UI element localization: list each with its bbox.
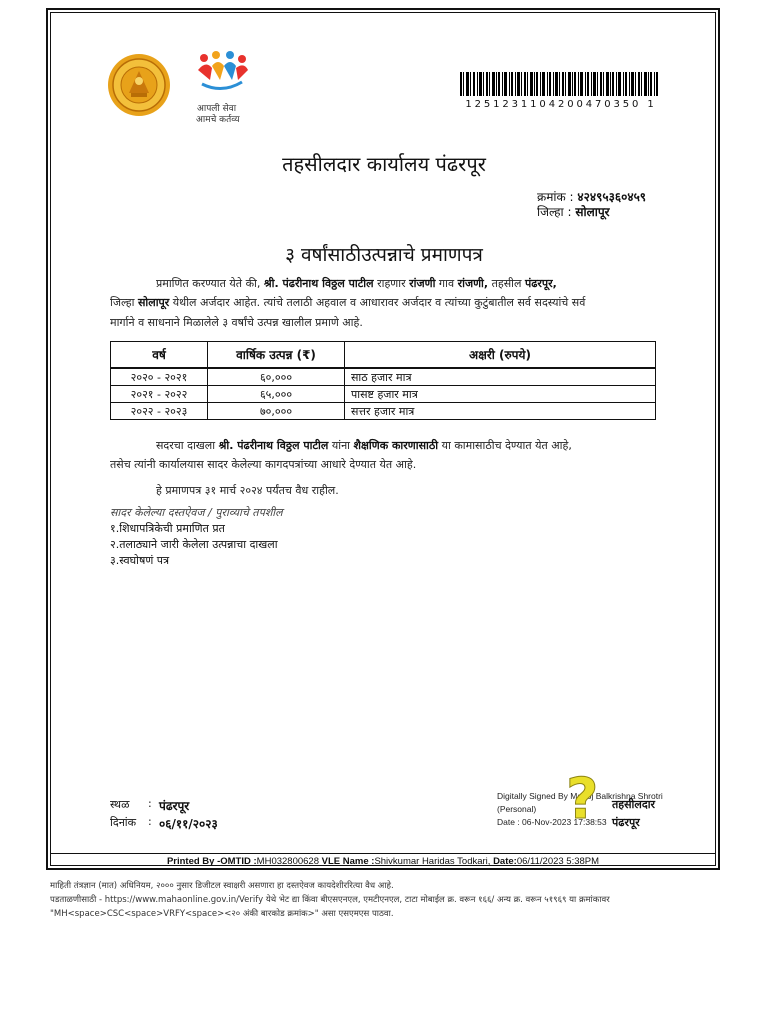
printed-by-line <box>50 856 716 867</box>
table-row <box>111 386 656 403</box>
intro-line-3: मार्गाने व साधनाने मिळालेले ३ वर्षांचे उत्पन्न खालील प्रमाणे आहे. <box>110 316 363 329</box>
applicant-name: श्री. पंढरीनाथ विठ्ठल पाटील <box>263 277 374 290</box>
intro-text: राहणार <box>377 277 406 290</box>
print-date-value: 06/11/2023 5:38PM <box>516 856 600 867</box>
year-cell: २०२१ - २०२२ <box>111 386 208 403</box>
year-cell: २०२२ - २०२३ <box>111 403 208 420</box>
signature-line-2: (Personal) <box>497 804 537 814</box>
purpose-line-2: तसेच त्यांनी कार्यालयास सादर केलेल्या कागदपत्रांच्या आधारे देण्यात येत आहे. <box>110 458 417 471</box>
number-value: ४२४९५३६०४५९ <box>577 190 647 204</box>
column-header-words: अक्षरी (रुपये) <box>345 342 656 369</box>
maharashtra-seal-icon <box>107 53 171 117</box>
office-title: तहसीलदार कार्यालय पंढरपूर <box>282 152 486 176</box>
column-header-year: वर्ष <box>111 342 208 369</box>
certificate-title: ३ वर्षांसाठीउत्पन्नाचे प्रमाणपत्र <box>285 244 483 266</box>
date-label: दिनांक <box>110 816 137 829</box>
documents-heading: सादर केलेल्या दस्तऐवज / पुराव्याचे तपशील <box>110 506 283 519</box>
footer-line-2: पडताळणीसाठी - https://www.mahaonline.gov.in/Verify येथे भेट द्या किंवा बीएसएनएल, एमटीएनएल, टाटा मोबाईल क्र. वरून १६६/ अन्य क्र. वरून ५१९६९ या क्रमांकावर <box>50 895 610 905</box>
certificate-number <box>537 190 646 205</box>
district-info <box>537 205 610 220</box>
barcode-number: 1251231104200470350 1 <box>465 99 657 110</box>
signature-line-3: Date : 06-Nov-2023 17:38:53 <box>497 817 607 827</box>
validity-text: हे प्रमाणपत्र ३१ मार्च २०२४ पर्यंतच वैध राहील. <box>156 484 339 497</box>
income-cell: ६०,००० <box>208 368 345 386</box>
intro-text: प्रमाणित करण्यात येते की, <box>156 277 261 290</box>
purpose-line-1 <box>156 438 572 453</box>
place-value: पंढरपूर <box>159 799 190 813</box>
printed-by-label: Printed By -OMTID : <box>166 856 257 867</box>
document-item: २.तलाठ्याने जारी केलेला उत्पन्नाचा दाखला <box>110 538 278 551</box>
logo-tagline-1: आपली सेवा <box>197 104 237 114</box>
intro-text: येथील अर्जदार आहेत. त्यांचे तलाठी अहवाल व आधारावर अर्जदार व त्यांच्या कुटुंबातील सर्व सदस्यांचे सर्व <box>172 296 586 309</box>
intro-text: तहसील <box>491 277 522 290</box>
date-sep: : <box>148 815 152 828</box>
table-header-row <box>111 342 656 369</box>
applicant-name: श्री. पंढरीनाथ विठ्ठल पाटील <box>218 439 329 452</box>
vle-label: VLE Name : <box>321 856 375 867</box>
district-value: सोलापूर <box>575 205 610 219</box>
village-name: रांजणी, <box>457 277 489 290</box>
intro-text: गाव <box>438 277 455 290</box>
document-item: १.शिधापत्रिकेची प्रमाणित प्रत <box>110 522 225 535</box>
barcode <box>460 72 658 96</box>
village-name: रांजणी <box>409 277 436 290</box>
year-cell: २०२० - २०२१ <box>111 368 208 386</box>
place-label: स्थळ <box>110 798 130 811</box>
income-table <box>110 341 656 420</box>
omtid-value: MH032800628 <box>256 856 319 867</box>
table-row <box>111 368 656 386</box>
aaple-sarkar-logo-icon <box>192 50 250 94</box>
purpose-text: या कामासाठीच देण्यात येत आहे, <box>441 439 572 452</box>
signer-designation: तहसीलदार <box>612 798 656 811</box>
document-item: ३.स्वघोषणं पत्र <box>110 554 170 567</box>
income-cell: ७०,००० <box>208 403 345 420</box>
footer-line-1: माहिती तंत्रज्ञान (मात) अधिनियम, २००० नुसार डिजीटल स्वाक्षरी असणारा हा दस्तऐवज कायदेशीररित्या वैध आहे. <box>50 881 394 891</box>
intro-line-1 <box>156 276 557 291</box>
purpose-value: शैक्षणिक कारणासाठी <box>353 439 439 452</box>
place-sep: : <box>148 797 152 810</box>
district-label: जिल्हा : <box>537 205 572 219</box>
purpose-text: सदरचा दाखला <box>156 439 216 452</box>
taluka-name: पंढरपूर, <box>524 277 557 290</box>
signature-validity-mark-icon: ? <box>566 767 599 832</box>
footer-line-3: "MH<space>CSC<space>VRFY<space><२० अंकी बारकोड क्रमांक>" असा एसएमएस पाठवा. <box>50 909 394 919</box>
print-date-label: Date: <box>493 856 517 867</box>
column-header-income: वार्षिक उत्पन्न (₹) <box>208 342 345 369</box>
words-cell: सत्तर हजार मात्र <box>345 403 656 420</box>
words-cell: साठ हजार मात्र <box>345 368 656 386</box>
signature-line-1: Digitally Signed By Manoj Balkrishna Shrotri <box>497 791 663 801</box>
income-cell: ६५,००० <box>208 386 345 403</box>
intro-text: जिल्हा <box>110 296 135 309</box>
table-row <box>111 403 656 420</box>
district-name: सोलापूर <box>137 296 170 309</box>
signer-office: पंढरपूर <box>612 816 640 829</box>
vle-value: Shivkumar Haridas Todkari, <box>374 856 491 867</box>
intro-line-2 <box>110 295 585 310</box>
logo-tagline-2: आमचे कर्तव्य <box>196 115 240 125</box>
printed-by-divider <box>50 853 716 854</box>
number-label: क्रमांक : <box>537 190 574 204</box>
words-cell: पासष्ट हजार मात्र <box>345 386 656 403</box>
date-value: ०६/११/२०२३ <box>159 817 218 831</box>
purpose-text: यांना <box>331 439 351 452</box>
